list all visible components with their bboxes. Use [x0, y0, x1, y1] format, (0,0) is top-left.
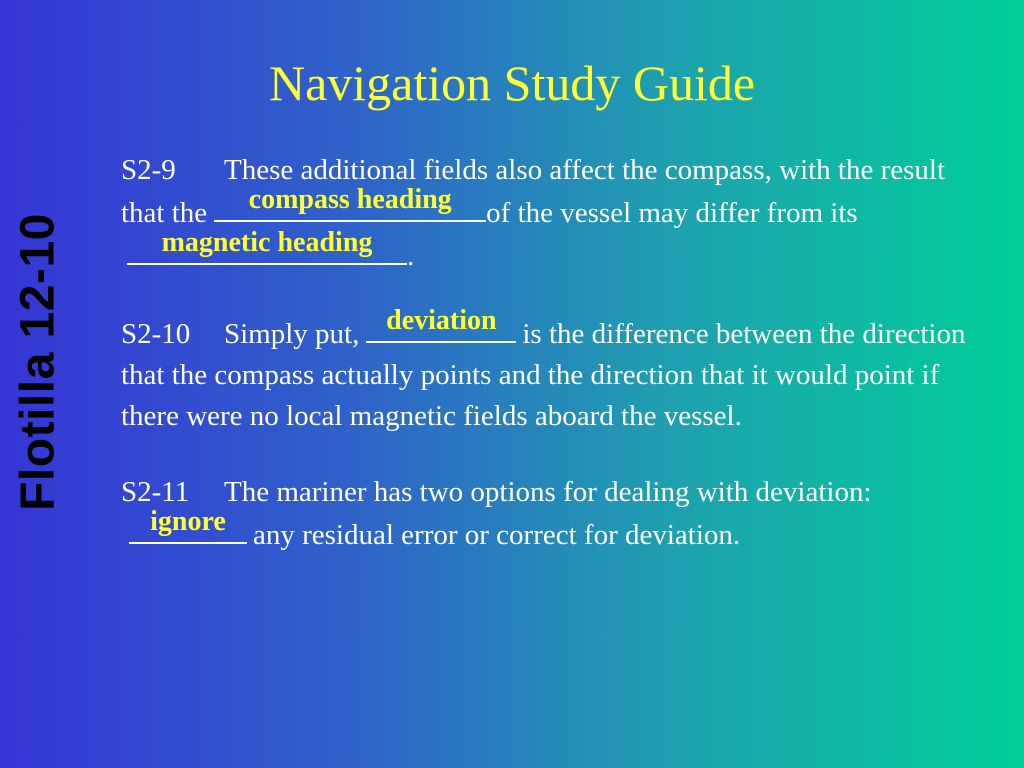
question-s2-10 [121, 305, 981, 437]
question-text: is the difference between the direction that the compass actually points and the direction that it would point if there were no local magnetic fields aboard the vessel. [121, 318, 966, 432]
question-text: The mariner has two options for dealing with deviation: [224, 476, 872, 508]
question-number: S2-9 [121, 154, 176, 186]
answer-text: ignore [150, 506, 226, 537]
question-number: S2-10 [121, 318, 191, 350]
answer-blank[interactable] [366, 305, 516, 343]
question-text: . [407, 240, 415, 272]
side-banner [0, 0, 88, 768]
question-text: Simply put, [224, 318, 360, 350]
question-s2-11 [121, 472, 981, 556]
answer-blank[interactable] [214, 184, 486, 222]
question-text: of the vessel may differ from its [486, 197, 858, 229]
answer-blank[interactable] [129, 506, 247, 544]
answer-blank[interactable] [127, 227, 407, 265]
question-number: S2-11 [121, 476, 190, 508]
side-label: Flotilla 12-10 [11, 213, 65, 511]
question-text: any residual error or correct for deviation. [253, 519, 741, 551]
question-text: These additional fields also affect the compass, with the result that the [121, 154, 946, 229]
answer-text: deviation [386, 305, 497, 336]
study-content [121, 150, 981, 556]
question-s2-9 [121, 150, 981, 277]
page-title: Navigation Study Guide [268, 55, 756, 111]
answer-text: magnetic heading [161, 227, 373, 258]
answer-text: compass heading [248, 184, 452, 215]
